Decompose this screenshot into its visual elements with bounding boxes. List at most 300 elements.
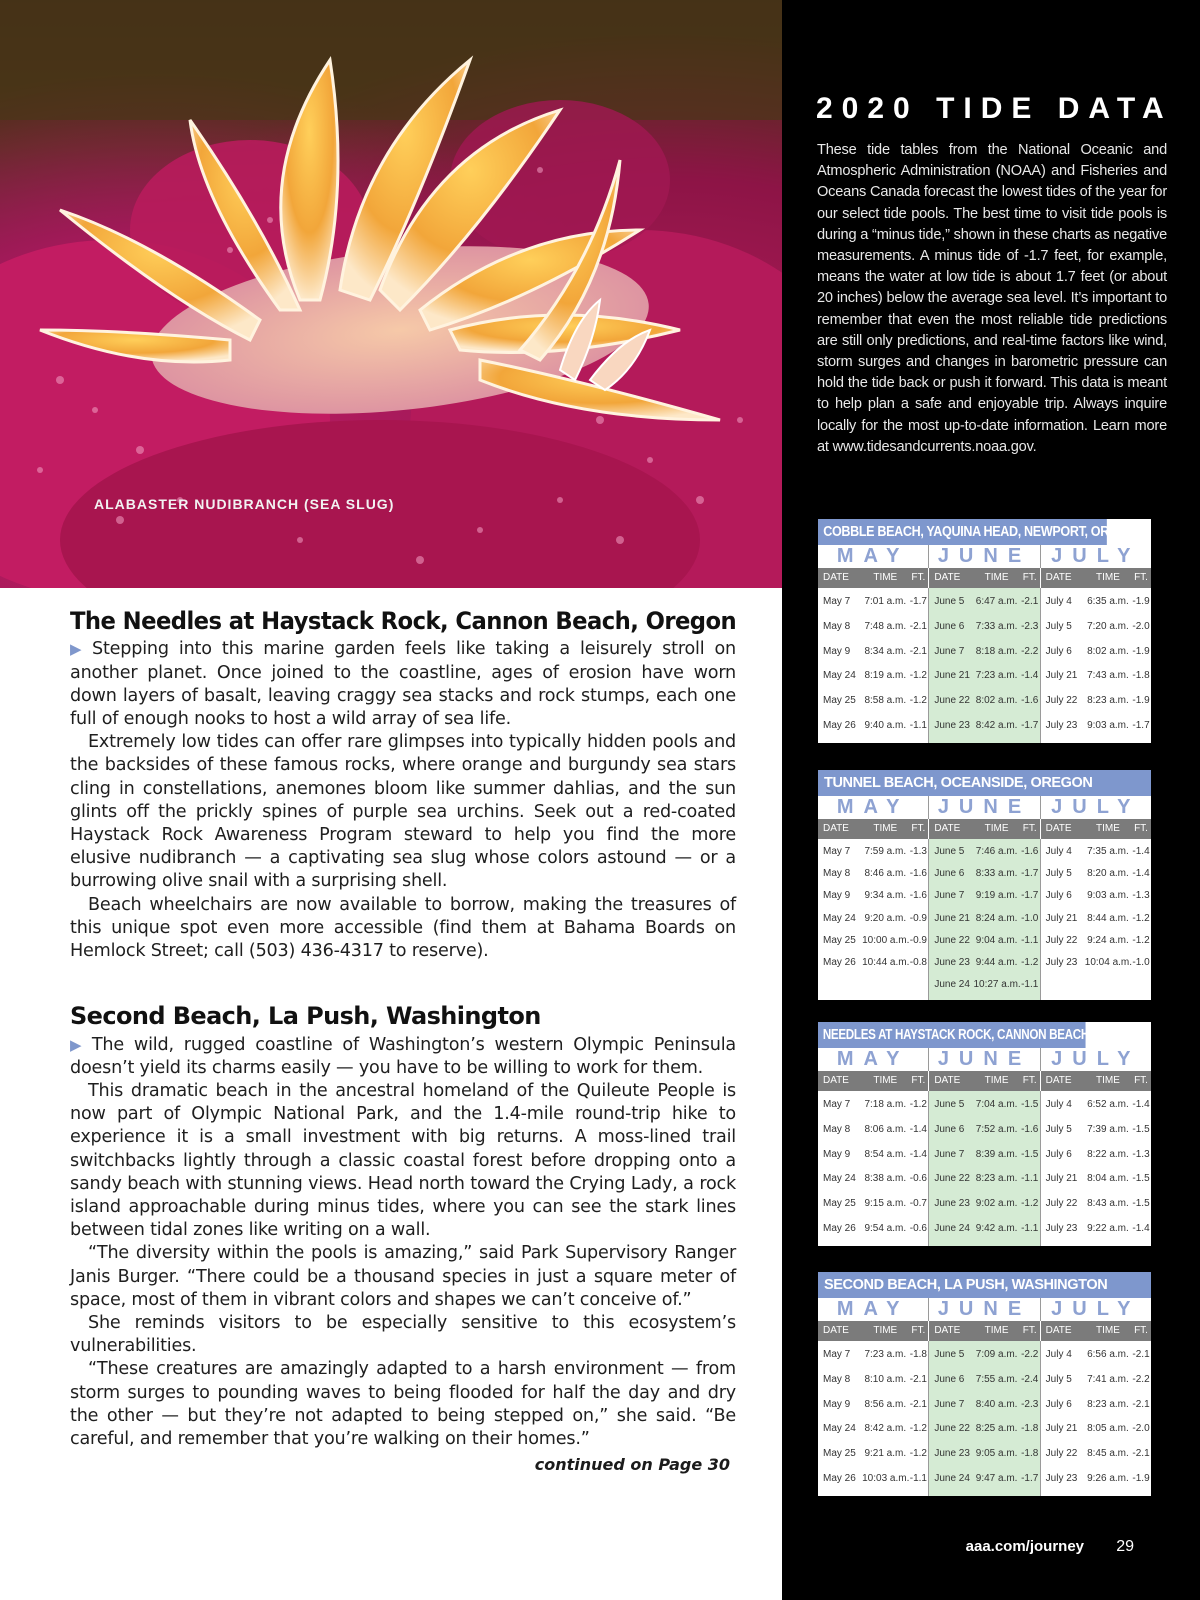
- tide-date: June 22: [934, 695, 970, 707]
- tide-time: 8:25 a.m.: [975, 1423, 1018, 1435]
- tide-time: 9:44 a.m.: [975, 956, 1018, 968]
- tide-height: -1.8: [1021, 1423, 1039, 1435]
- tide-time: 8:23 a.m.: [1087, 1398, 1129, 1410]
- tide-height: -2.2: [1021, 645, 1039, 657]
- month-label: JULY: [1051, 1048, 1141, 1070]
- tide-time: 9:03 a.m.: [1087, 719, 1129, 731]
- column-header-group: [1041, 1071, 1151, 1091]
- tide-date: July 21: [1045, 1173, 1078, 1185]
- tide-date: July 22: [1045, 695, 1078, 707]
- tide-time: 8:18 a.m.: [975, 645, 1018, 657]
- tide-height: -2.1: [909, 1373, 927, 1385]
- tide-time: 7:59 a.m.: [864, 846, 907, 857]
- tide-table-title: TUNNEL BEACH, OCEANSIDE, OREGON: [818, 770, 1151, 796]
- tide-date: June 5: [934, 1349, 965, 1360]
- tide-height: -1.7: [1132, 719, 1150, 731]
- tide-height: -1.9: [1132, 596, 1150, 607]
- tide-date: May 25: [823, 1198, 856, 1210]
- tide-height: -1.0: [1132, 956, 1150, 968]
- tide-row: [929, 664, 1039, 689]
- tide-row: [929, 1368, 1039, 1393]
- tide-time: 8:06 a.m.: [864, 1123, 907, 1135]
- tide-height: -1.2: [1132, 912, 1150, 924]
- column-header-time: TIME: [873, 1075, 898, 1086]
- sidebar-title: 2020 TIDE DATA: [816, 92, 1173, 125]
- column-header-row: [818, 1321, 1151, 1341]
- tide-height: -2.0: [1132, 1423, 1150, 1435]
- tide-table-body: [818, 839, 1151, 1000]
- tide-date: May 26: [823, 1472, 856, 1484]
- tide-height: -1.2: [1021, 956, 1039, 968]
- tide-date: July 22: [1045, 1448, 1078, 1460]
- tide-time: 7:48 a.m.: [864, 620, 907, 632]
- tide-date: July 23: [1045, 1222, 1078, 1234]
- tide-time: 7:39 a.m.: [1087, 1123, 1129, 1135]
- tide-height: -0.9: [909, 912, 927, 924]
- tide-row: [929, 974, 1039, 996]
- tide-date: May 9: [823, 1398, 851, 1410]
- tide-row: [1041, 885, 1151, 907]
- tide-time: 10:27 a.m.: [973, 979, 1021, 991]
- tide-time: 6:52 a.m.: [1087, 1099, 1129, 1110]
- tide-row: [818, 1442, 928, 1467]
- column-header-time: TIME: [984, 823, 1009, 834]
- tide-height: -2.1: [1132, 1349, 1150, 1360]
- month-label: JULY: [1051, 1298, 1141, 1320]
- tide-row: [1041, 908, 1151, 930]
- tide-row: [818, 714, 928, 739]
- tide-time: 7:04 a.m.: [975, 1099, 1018, 1110]
- footer-site[interactable]: aaa.com/journey: [965, 1538, 1085, 1555]
- column-header-date: DATE: [1045, 572, 1072, 583]
- tide-row: [818, 1143, 928, 1168]
- month-label: MAY: [818, 796, 929, 819]
- tide-date: June 22: [934, 934, 970, 946]
- tide-date: July 23: [1045, 719, 1078, 731]
- tide-date: July 6: [1045, 645, 1072, 657]
- tide-date: July 4: [1045, 596, 1072, 607]
- tide-height: -1.1: [1021, 934, 1039, 946]
- tide-time: 9:47 a.m.: [975, 1472, 1018, 1484]
- tide-date: June 5: [934, 1099, 965, 1110]
- tide-time: 8:34 a.m.: [864, 645, 907, 657]
- tide-column-june: [929, 839, 1040, 1000]
- tide-row: [818, 615, 928, 640]
- tide-table: [818, 519, 1151, 743]
- tide-date: May 24: [823, 1173, 856, 1185]
- tide-height: -1.7: [1021, 719, 1039, 731]
- tide-row: [818, 885, 928, 907]
- tide-date: May 8: [823, 1373, 851, 1385]
- tide-time: 9:42 a.m.: [975, 1222, 1018, 1234]
- tide-date: July 4: [1045, 1099, 1072, 1110]
- tide-time: 8:02 a.m.: [1087, 645, 1129, 657]
- tide-time: 9:04 a.m.: [975, 934, 1018, 946]
- tide-date: July 23: [1045, 1472, 1078, 1484]
- tide-row: [929, 1417, 1039, 1442]
- column-header-date: DATE: [823, 1075, 849, 1086]
- tide-height: -1.1: [1021, 1173, 1039, 1185]
- tide-row: [929, 841, 1039, 863]
- paragraph: This dramatic beach in the ancestral homeland of the Quileute People is now part of Olympic National Park, and the 1.4-mile round-trip hike to experience it is a small investment with big returns. A moss-lined trail switchbacks lightly through a classic coastal forest before dropping onto a sandy beach with stunning views. Head north toward the Crying Lady, a rock island approachable during minus tides, where you can see the stark lines between tidal zones like writing on a wall.: [70, 1081, 736, 1241]
- tide-column-may: [818, 1091, 929, 1246]
- tide-table-title: SECOND BEACH, LA PUSH, WASHINGTON: [818, 1272, 1151, 1298]
- tide-height: -1.0: [1021, 912, 1039, 924]
- tide-row: [1041, 1118, 1151, 1143]
- tide-row: [818, 952, 928, 974]
- tide-time: 7:41 a.m.: [1087, 1373, 1129, 1385]
- tide-row: [1041, 1417, 1151, 1442]
- column-header-ft: FT.: [1022, 1075, 1037, 1086]
- tide-date: June 24: [934, 979, 970, 991]
- tide-row: [929, 885, 1039, 907]
- tide-time: 6:47 a.m.: [975, 596, 1018, 607]
- tide-time: 7:52 a.m.: [975, 1123, 1018, 1135]
- tide-time: 8:56 a.m.: [864, 1398, 907, 1410]
- tide-height: -1.5: [1132, 1173, 1150, 1185]
- tide-height: -0.6: [909, 1173, 927, 1185]
- paragraph: “These creatures are amazingly adapted to a harsh environment — from storm surges to pounding waves to being flooded for half the day and dry the other — but they’re not adapted to being stepped on,” she said. “Be careful, and remember that you’re walking on their homes.”: [70, 1359, 736, 1450]
- tide-height: -1.4: [1132, 868, 1150, 880]
- tide-time: 8:54 a.m.: [864, 1148, 907, 1160]
- column-header-ft: FT.: [1134, 572, 1148, 583]
- tide-height: -1.7: [909, 596, 927, 607]
- tide-row: [929, 714, 1039, 739]
- tide-column-may: [818, 1341, 929, 1496]
- column-header-ft: FT.: [911, 572, 926, 583]
- tide-time: 8:42 a.m.: [975, 719, 1018, 731]
- tide-height: -1.1: [909, 1472, 927, 1484]
- column-header-time: TIME: [1096, 823, 1120, 834]
- tide-height: -1.3: [909, 846, 927, 857]
- tide-time: 8:58 a.m.: [864, 695, 907, 707]
- tide-height: -1.2: [1021, 1198, 1039, 1210]
- tide-row: [818, 689, 928, 714]
- tide-height: -2.4: [1021, 1373, 1039, 1385]
- tide-table-body: [818, 588, 1151, 743]
- tide-date: June 7: [934, 1398, 965, 1410]
- tide-height: -0.9: [909, 934, 927, 946]
- tide-date: May 9: [823, 1148, 851, 1160]
- tide-date: July 21: [1045, 912, 1078, 924]
- column-header-row: [818, 1071, 1151, 1091]
- continued-link[interactable]: continued on Page 30: [534, 1455, 730, 1475]
- article-column: [70, 608, 736, 1474]
- column-header-group: [818, 1071, 929, 1091]
- triangle-bullet-icon: ▶: [70, 1035, 86, 1054]
- tide-row: [818, 1467, 928, 1492]
- tide-time: 9:21 a.m.: [864, 1448, 907, 1460]
- tide-row: [1041, 640, 1151, 665]
- tide-time: 8:02 a.m.: [975, 695, 1018, 707]
- tide-date: June 22: [934, 1173, 970, 1185]
- column-header-ft: FT.: [911, 823, 926, 834]
- tide-time: 9:24 a.m.: [1087, 934, 1129, 946]
- tide-time: 9:03 a.m.: [1087, 890, 1129, 902]
- column-header-ft: FT.: [911, 1075, 926, 1086]
- tide-row: [929, 863, 1039, 885]
- column-header-ft: FT.: [911, 1325, 926, 1336]
- tide-date: June 5: [934, 846, 965, 857]
- tide-row: [929, 1167, 1039, 1192]
- tide-height: -2.1: [909, 1398, 927, 1410]
- tide-height: -1.8: [1021, 1448, 1039, 1460]
- tide-row: [818, 1393, 928, 1418]
- tide-time: 6:56 a.m.: [1087, 1349, 1129, 1360]
- tide-date: May 24: [823, 670, 856, 682]
- tide-time: 9:15 a.m.: [864, 1198, 907, 1210]
- month-label: JUNE: [929, 1048, 1040, 1071]
- tide-height: -2.1: [909, 645, 927, 657]
- month-row: [818, 796, 1151, 819]
- tide-time: 8:40 a.m.: [975, 1398, 1018, 1410]
- month-label: JULY: [1051, 796, 1141, 818]
- column-header-date: DATE: [934, 823, 961, 834]
- tide-date: July 4: [1045, 846, 1072, 857]
- tide-time: 9:34 a.m.: [864, 890, 907, 902]
- tide-height: -1.4: [1132, 846, 1150, 857]
- month-label: JUNE: [929, 545, 1040, 568]
- column-header-row: [818, 819, 1151, 839]
- tide-date: May 8: [823, 868, 851, 880]
- column-header-date: DATE: [1045, 1325, 1072, 1336]
- tide-date: June 22: [934, 1423, 970, 1435]
- month-label: MAY: [818, 1048, 929, 1071]
- tide-row: [818, 1192, 928, 1217]
- tide-height: -1.5: [1021, 1099, 1039, 1110]
- column-header-time: TIME: [984, 1325, 1009, 1336]
- paragraph: Extremely low tides can offer rare glimpses into typically hidden pools and the backsides of these famous rocks, where orange and burgundy sea stars cling in constellations, anemones bloom like summer dahlias, and the sun glints off the prickly spines of purple sea urchins. Seek out a red-coated Haystack Rock Awareness Program steward to help you find the more elusive nudibranch — a captivating sea slug whose colors astound — or a burrowing olive snail with a surprising shell.: [70, 732, 736, 892]
- tide-height: -1.7: [1021, 868, 1039, 880]
- tide-row: [929, 1393, 1039, 1418]
- paragraph: She reminds visitors to be especially sensitive to this ecosystem’s vulnerabilities.: [70, 1313, 736, 1357]
- tide-time: 9:05 a.m.: [975, 1448, 1018, 1460]
- column-header-date: DATE: [1045, 823, 1072, 834]
- tide-row: [818, 1167, 928, 1192]
- tide-time: 9:22 a.m.: [1087, 1222, 1129, 1234]
- tide-date: July 6: [1045, 1148, 1072, 1160]
- tide-date: June 21: [934, 670, 970, 682]
- tide-row: [1041, 1093, 1151, 1118]
- tide-date: May 26: [823, 719, 856, 731]
- tide-height: -1.6: [909, 890, 927, 902]
- tide-row: [818, 664, 928, 689]
- tide-time: 7:46 a.m.: [975, 846, 1018, 857]
- tide-time: 8:42 a.m.: [864, 1423, 907, 1435]
- tide-date: July 21: [1045, 670, 1078, 682]
- tide-date: May 24: [823, 912, 856, 924]
- tide-table: [818, 1022, 1151, 1246]
- tide-row: [818, 1093, 928, 1118]
- tide-row: [929, 908, 1039, 930]
- tide-height: -1.9: [1132, 645, 1150, 657]
- tide-row: [818, 640, 928, 665]
- tide-date: June 24: [934, 1222, 970, 1234]
- tide-height: -1.6: [1021, 1123, 1039, 1135]
- column-header-ft: FT.: [1134, 823, 1148, 834]
- tide-row: [818, 1368, 928, 1393]
- tide-row: [929, 1343, 1039, 1368]
- tide-time: 8:04 a.m.: [1087, 1173, 1129, 1185]
- tide-height: -1.7: [1021, 1472, 1039, 1484]
- column-header-date: DATE: [1045, 1075, 1072, 1086]
- tide-row: [929, 1192, 1039, 1217]
- tide-date: June 6: [934, 620, 965, 632]
- month-label: JUNE: [929, 1298, 1040, 1321]
- tide-date: June 6: [934, 1123, 965, 1135]
- tide-time: 7:43 a.m.: [1087, 670, 1129, 682]
- tide-row: [1041, 1368, 1151, 1393]
- tide-row: [1041, 1217, 1151, 1242]
- tide-time: 9:19 a.m.: [975, 890, 1018, 902]
- tide-height: -1.4: [1132, 1099, 1150, 1110]
- tide-height: -1.1: [909, 719, 927, 731]
- tide-date: May 25: [823, 1448, 856, 1460]
- tide-time: 8:22 a.m.: [1087, 1148, 1129, 1160]
- tide-row: [1041, 1143, 1151, 1168]
- tide-date: May 9: [823, 645, 851, 657]
- paragraph: “The diversity within the pools is amazing,” said Park Supervisory Ranger Janis Burger. “There could be a thousand species in just a square meter of space, most of them in vibrant colors and shapes we can’t conceive of.”: [70, 1243, 736, 1310]
- tide-table: [818, 1272, 1151, 1496]
- tide-row: [1041, 952, 1151, 974]
- tide-date: May 7: [823, 596, 851, 607]
- tide-height: -1.1: [1021, 979, 1039, 991]
- tide-column-june: [929, 588, 1040, 743]
- column-header-time: TIME: [1096, 1325, 1120, 1336]
- column-header-time: TIME: [1096, 572, 1120, 583]
- tide-row: [929, 1093, 1039, 1118]
- page-number: 29: [1116, 1538, 1134, 1555]
- column-header-time: TIME: [873, 823, 898, 834]
- column-header-group: [1041, 819, 1151, 839]
- tide-date: June 6: [934, 1373, 965, 1385]
- tide-height: -1.6: [1021, 695, 1039, 707]
- tide-date: July 6: [1045, 1398, 1072, 1410]
- tide-row: [929, 1143, 1039, 1168]
- column-header-time: TIME: [873, 572, 898, 583]
- month-row: [818, 1048, 1151, 1071]
- tide-height: -0.7: [909, 1198, 927, 1210]
- tide-date: July 21: [1045, 1423, 1078, 1435]
- tide-height: -2.3: [1021, 620, 1039, 632]
- tide-column-june: [929, 1091, 1040, 1246]
- tide-row: [1041, 1442, 1151, 1467]
- tide-time: 10:03 a.m.: [862, 1472, 910, 1484]
- tide-column-july: [1041, 588, 1151, 743]
- tide-row: [818, 841, 928, 863]
- tide-time: 7:35 a.m.: [1087, 846, 1129, 857]
- tide-column-may: [818, 839, 929, 1000]
- tide-time: 10:04 a.m.: [1084, 956, 1133, 968]
- page-footer: [966, 1538, 1134, 1556]
- tide-time: 8:20 a.m.: [1087, 868, 1129, 880]
- tide-row: [818, 1343, 928, 1368]
- tide-date: July 5: [1045, 868, 1072, 880]
- tide-row: [929, 615, 1039, 640]
- tide-row: [929, 1442, 1039, 1467]
- tide-height: -2.1: [909, 620, 927, 632]
- column-header-date: DATE: [934, 572, 961, 583]
- column-header-date: DATE: [823, 572, 849, 583]
- tide-row: [818, 1417, 928, 1442]
- tide-height: -1.4: [1132, 1222, 1150, 1234]
- month-label: MAY: [818, 545, 929, 568]
- tide-row: [1041, 590, 1151, 615]
- tide-date: June 24: [934, 1472, 970, 1484]
- tide-time: 8:38 a.m.: [864, 1173, 907, 1185]
- tide-height: -1.2: [909, 1448, 927, 1460]
- tide-row: [1041, 841, 1151, 863]
- tide-time: 8:45 a.m.: [1087, 1448, 1129, 1460]
- column-header-group: [929, 1071, 1040, 1091]
- tide-height: -1.1: [1021, 1222, 1039, 1234]
- tide-column-july: [1041, 839, 1151, 1000]
- tide-height: -2.2: [1132, 1373, 1150, 1385]
- column-header-group: [1041, 1321, 1151, 1341]
- tide-time: 7:09 a.m.: [975, 1349, 1018, 1360]
- column-header-time: TIME: [984, 572, 1009, 583]
- tide-row: [1041, 863, 1151, 885]
- tide-time: 9:20 a.m.: [864, 912, 907, 924]
- tide-table-body: [818, 1091, 1151, 1246]
- column-header-group: [929, 819, 1040, 839]
- tide-time: 7:01 a.m.: [864, 596, 907, 607]
- tide-height: -2.3: [1021, 1398, 1039, 1410]
- tide-height: -1.5: [1132, 1123, 1150, 1135]
- column-header-date: DATE: [823, 1325, 849, 1336]
- triangle-bullet-icon: ▶: [70, 640, 87, 659]
- tide-time: 6:35 a.m.: [1087, 596, 1129, 607]
- tide-time: 7:23 a.m.: [975, 670, 1018, 682]
- tide-row: [929, 590, 1039, 615]
- tide-row: [818, 1217, 928, 1242]
- tide-time: 8:19 a.m.: [864, 670, 907, 682]
- tide-row: [818, 930, 928, 952]
- column-header-group: [818, 819, 929, 839]
- tide-time: 8:39 a.m.: [975, 1148, 1018, 1160]
- tide-height: -2.1: [1021, 596, 1039, 607]
- column-header-ft: FT.: [1134, 1325, 1148, 1336]
- tide-date: June 7: [934, 1148, 965, 1160]
- tide-row: [1041, 1467, 1151, 1492]
- tide-column-july: [1041, 1341, 1151, 1496]
- tide-table-title: COBBLE BEACH, YAQUINA HEAD, NEWPORT, OREGON: [818, 519, 1107, 545]
- tide-height: -1.6: [1021, 846, 1039, 857]
- tide-date: June 6: [934, 868, 965, 880]
- tide-height: -1.8: [1132, 670, 1150, 682]
- tide-table-body: [818, 1341, 1151, 1496]
- tide-height: -2.1: [1132, 1448, 1150, 1460]
- tide-height: -1.2: [1132, 934, 1150, 946]
- tide-date: May 7: [823, 846, 851, 857]
- month-row: [818, 545, 1151, 568]
- tide-date: July 4: [1045, 1349, 1072, 1360]
- tide-row: [1041, 1393, 1151, 1418]
- tide-time: 9:54 a.m.: [864, 1222, 907, 1234]
- tide-height: -1.2: [909, 1423, 927, 1435]
- tide-column-july: [1041, 1091, 1151, 1246]
- tide-height: -1.9: [1132, 1472, 1150, 1484]
- tide-height: -2.2: [1021, 1349, 1039, 1360]
- tide-row: [1041, 1343, 1151, 1368]
- column-header-ft: FT.: [1022, 823, 1037, 834]
- tide-time: 7:55 a.m.: [975, 1373, 1018, 1385]
- tide-height: -1.4: [909, 1148, 927, 1160]
- tide-date: May 26: [823, 1222, 856, 1234]
- tide-date: June 7: [934, 890, 965, 902]
- column-header-ft: FT.: [1022, 572, 1037, 583]
- tide-date: June 5: [934, 596, 965, 607]
